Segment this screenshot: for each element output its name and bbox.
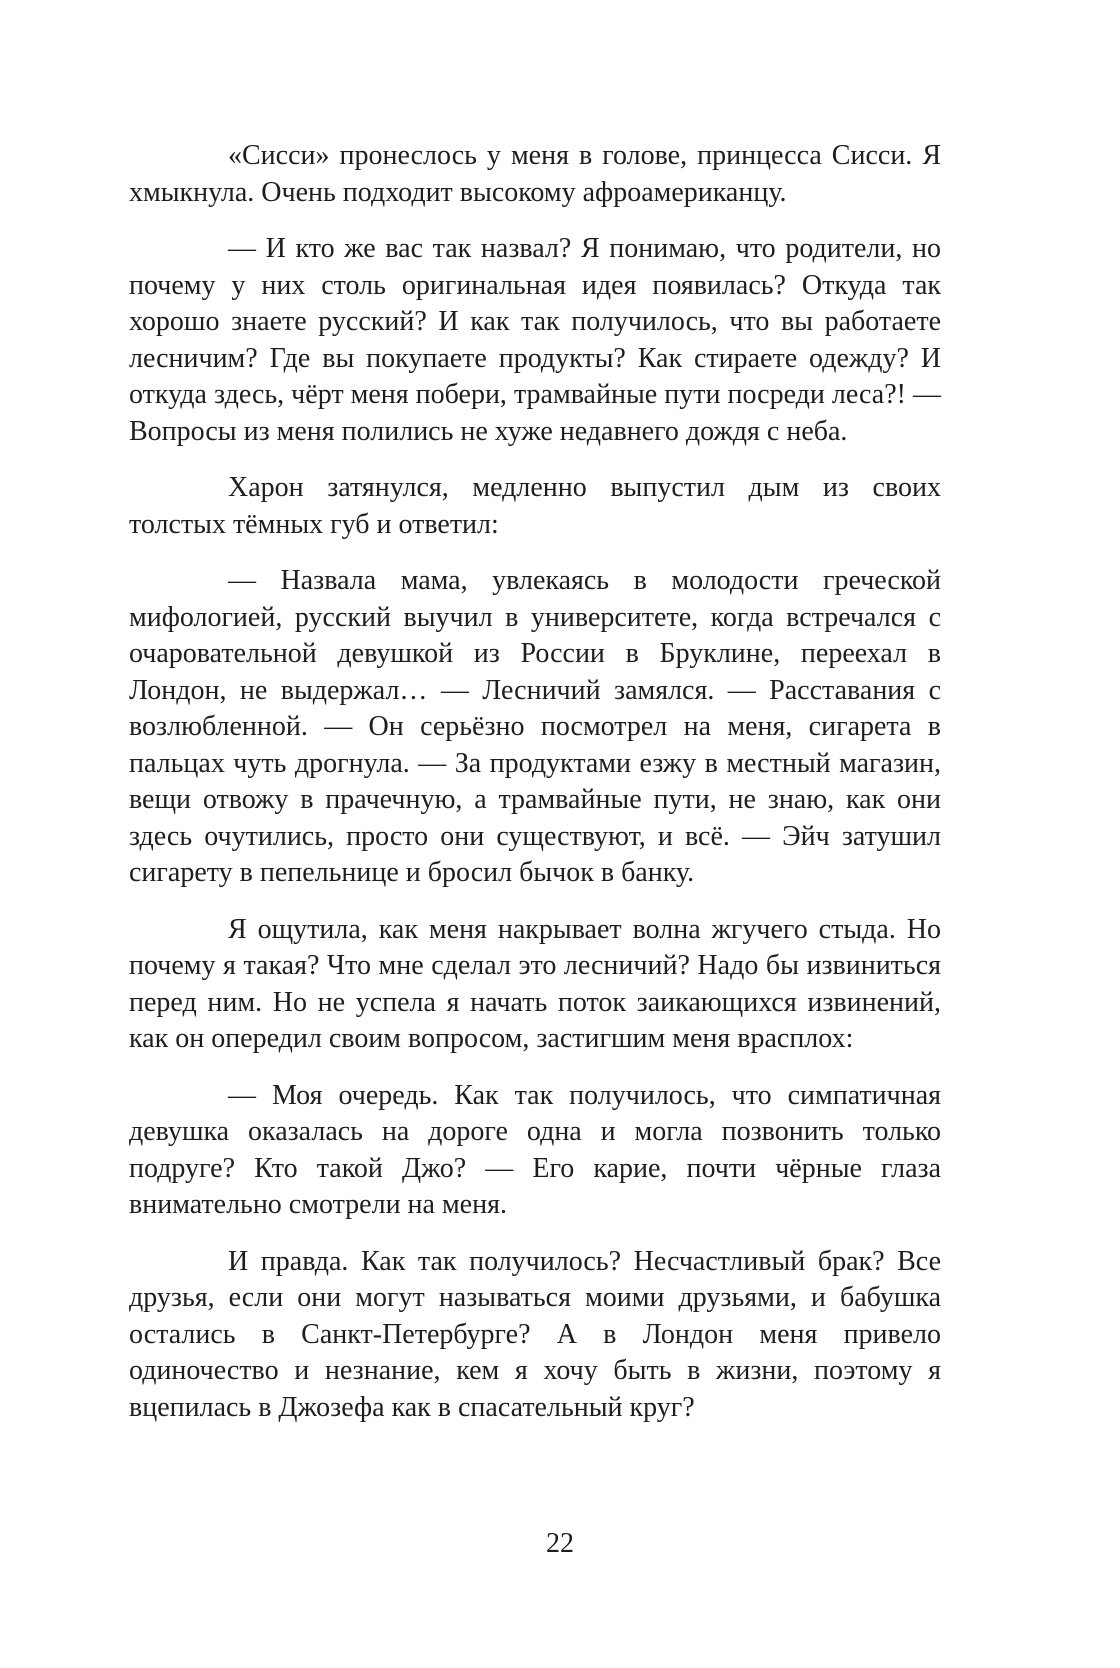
- paragraph-7: И правда. Как так получилось? Несчастливый брак? Все друзья, если они могут называться моими друзьями, и бабушка остались в Санкт-Петербурге? А в Лондон меня привело одиночество и незнание, кем я хочу быть в жизни, поэтому я вцепилась в Джозефа как в спасательный круг?: [129, 1245, 941, 1423]
- paragraph-4: — Назвала мама, увлекаясь в молодости греческой мифологией, русский выучил в университете, когда встречался с очаровательной девушкой из России в Бруклине, переехал в Лондон, не выдержал… — Лесничий замялся. — Расставания с возлюбленной. — Он серьёзно посмотрел на меня, сигарета в пальцах чуть дрогнула. — За продуктами езжу в местный магазин, вещи отвожу в прачечную, а трамвайные пути, не знаю, как они здесь очутились, просто они существуют, и всё. — Эйч затушил сигарету в пепельнице и бросил бычок в банку.: [129, 565, 941, 888]
- paragraph-1: «Сисси» пронеслось у меня в голове, принцесса Сисси. Я хмыкнула. Очень подходит высокому афроамериканцу.: [129, 140, 941, 208]
- paragraph-3: Харон затянулся, медленно выпустил дым из своих толстых тёмных губ и ответил:: [129, 472, 941, 540]
- page-number: 22: [546, 1528, 574, 1559]
- paragraph-5: Я ощутила, как меня накрывает волна жгучего стыда. Но почему я такая? Что мне сделал это лесничий? Надо бы извиниться перед ним. Но не успела я начать поток заикающихся извинений, как он опередил своим вопросом, застигшим меня врасплох:: [129, 913, 941, 1054]
- paragraph-6: — Моя очередь. Как так получилось, что симпатичная девушка оказалась на дороге одна и могла позвонить только подруге? Кто такой Джо? — Его карие, почти чёрные глаза внимательно смотрели на меня.: [129, 1079, 941, 1220]
- paragraph-2: — И кто же вас так назвал? Я понимаю, что родители, но почему у них столь оригинальная идея появилась? Откуда так хорошо знаете русский? И как так получилось, что вы работаете лесничим? Где вы покупаете продукты? Как стираете одежду? И откуда здесь, чёрт меня побери, трамвайные пути посреди леса?! — Вопросы из меня полились не хуже недавнего дождя с неба.: [129, 233, 941, 447]
